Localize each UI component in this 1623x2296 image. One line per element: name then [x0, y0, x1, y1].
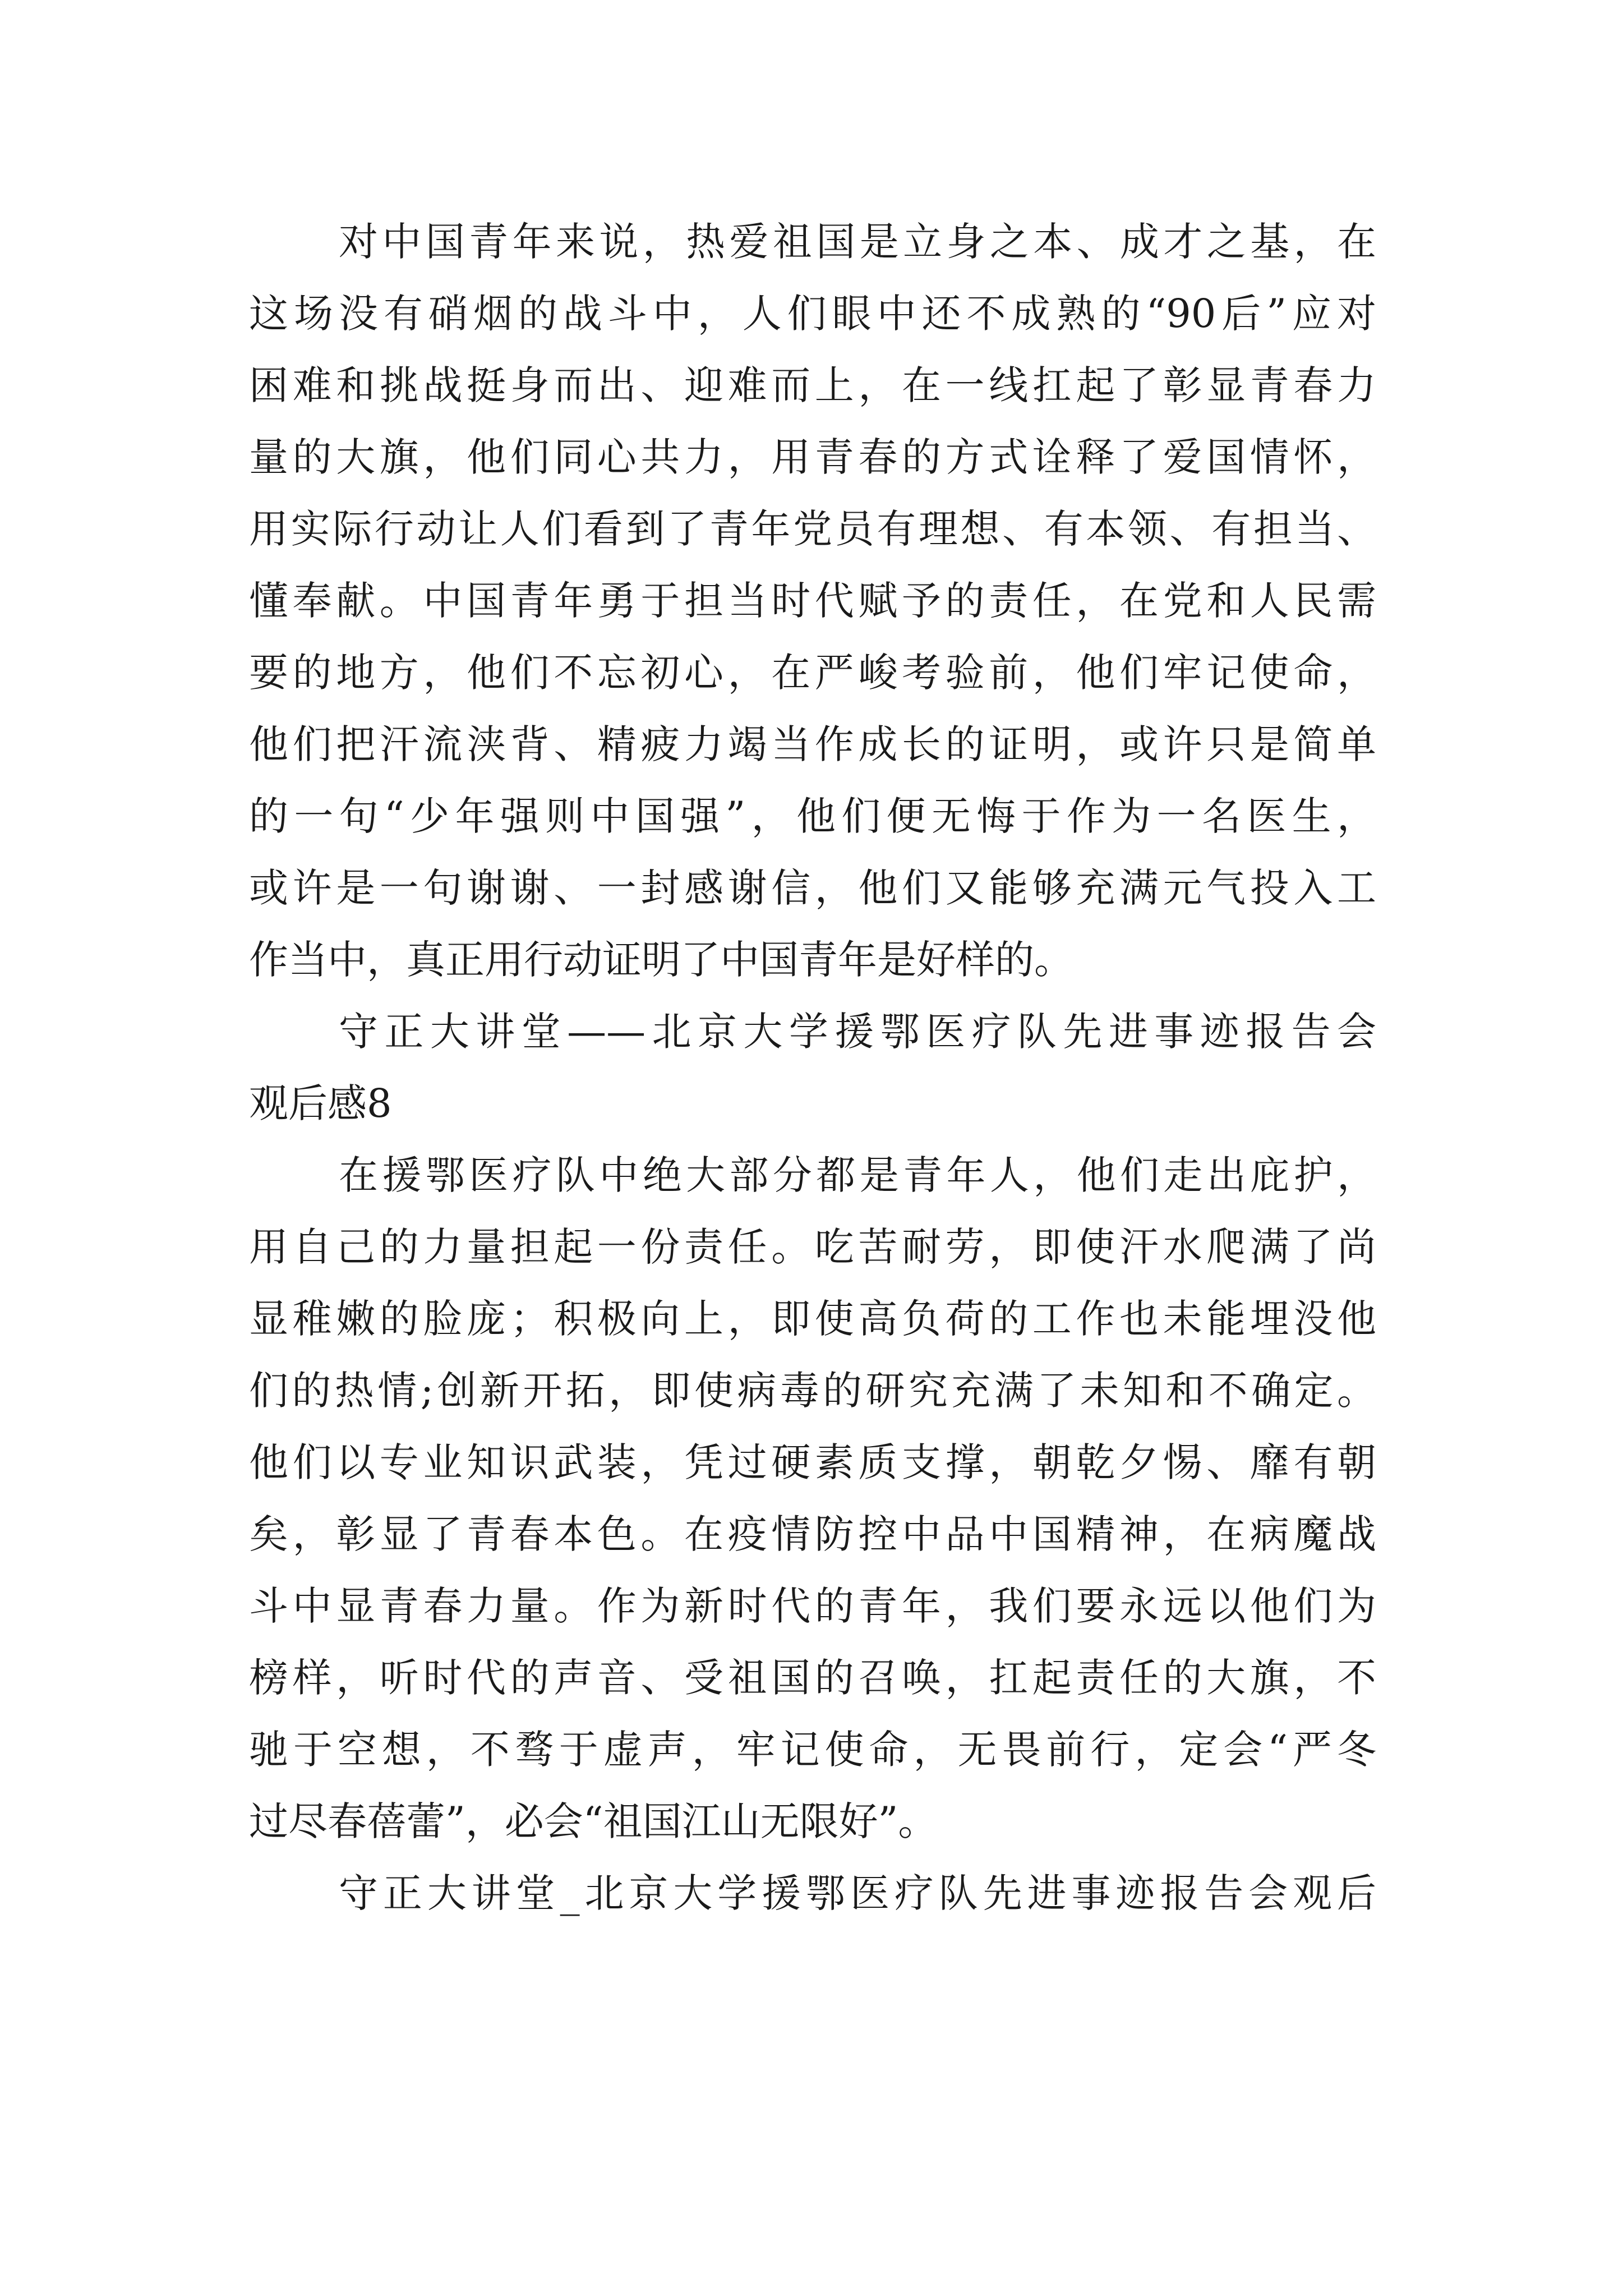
paragraph-3-line-3: 显稚嫩的脸庞；积极向上，即使高负荷的工作也未能埋没他	[249, 1296, 1376, 1342]
paragraph-3-line-5: 他们以专业知识武装，凭过硬素质支撑，朝乾夕惕、靡有朝	[249, 1439, 1376, 1485]
paragraph-3-line-7: 斗中显青春力量。作为新时代的青年，我们要永远以他们为	[249, 1583, 1376, 1629]
paragraph-1-line-11: 作当中，真正用行动证明了中国青年是好样的。	[249, 937, 1073, 983]
next-section-heading-line-1: 守正大讲堂_北京大学援鄂医疗队先进事迹报告会观后	[339, 1870, 1376, 1916]
paragraph-1-line-3: 困难和挑战挺身而出、迎难而上，在一线扛起了彰显青春力	[249, 362, 1376, 408]
section-heading-line-1: 守正大讲堂——北京大学援鄂医疗队先进事迹报告会	[339, 1009, 1376, 1055]
paragraph-3-line-6: 矣，彰显了青春本色。在疫情防控中品中国精神，在病魔战	[249, 1511, 1376, 1557]
paragraph-1-line-4: 量的大旗，他们同心共力，用青春的方式诠释了爱国情怀，	[249, 434, 1376, 480]
paragraph-1-line-6: 懂奉献。中国青年勇于担当时代赋予的责任，在党和人民需	[249, 578, 1376, 624]
paragraph-1-line-2: 这场没有硝烟的战斗中，人们眼中还不成熟的“90后”应对	[249, 291, 1376, 337]
paragraph-1-line-7: 要的地方，他们不忘初心，在严峻考验前，他们牢记使命，	[249, 650, 1376, 696]
paragraph-1-line-1: 对中国青年来说，热爱祖国是立身之本、成才之基，在	[339, 219, 1376, 265]
paragraph-3-line-1: 在援鄂医疗队中绝大部分都是青年人，他们走出庇护，	[339, 1152, 1376, 1198]
section-heading-line-2: 观后感8	[249, 1080, 392, 1126]
paragraph-3-line-2: 用自己的力量担起一份责任。吃苦耐劳，即使汗水爬满了尚	[249, 1224, 1376, 1270]
paragraph-3-line-10: 过尽春蓓蕾”，必会“祖国江山无限好”。	[249, 1798, 938, 1844]
paragraph-1-line-9: 的一句“少年强则中国强”，他们便无悔于作为一名医生，	[249, 793, 1376, 839]
paragraph-3-line-4: 们的热情;创新开拓，即使病毒的研究充满了未知和不确定。	[249, 1368, 1376, 1414]
paragraph-1-line-8: 他们把汗流浃背、精疲力竭当作成长的证明，或许只是简单	[249, 721, 1376, 767]
paragraph-1-line-5: 用实际行动让人们看到了青年党员有理想、有本领、有担当、	[249, 506, 1376, 552]
paragraph-1-line-10: 或许是一句谢谢、一封感谢信，他们又能够充满元气投入工	[249, 865, 1376, 911]
paragraph-3-line-8: 榜样，听时代的声音、受祖国的召唤，扛起责任的大旗，不	[249, 1655, 1376, 1701]
paragraph-3-line-9: 驰于空想，不骛于虚声，牢记使命，无畏前行，定会“严冬	[249, 1727, 1376, 1773]
